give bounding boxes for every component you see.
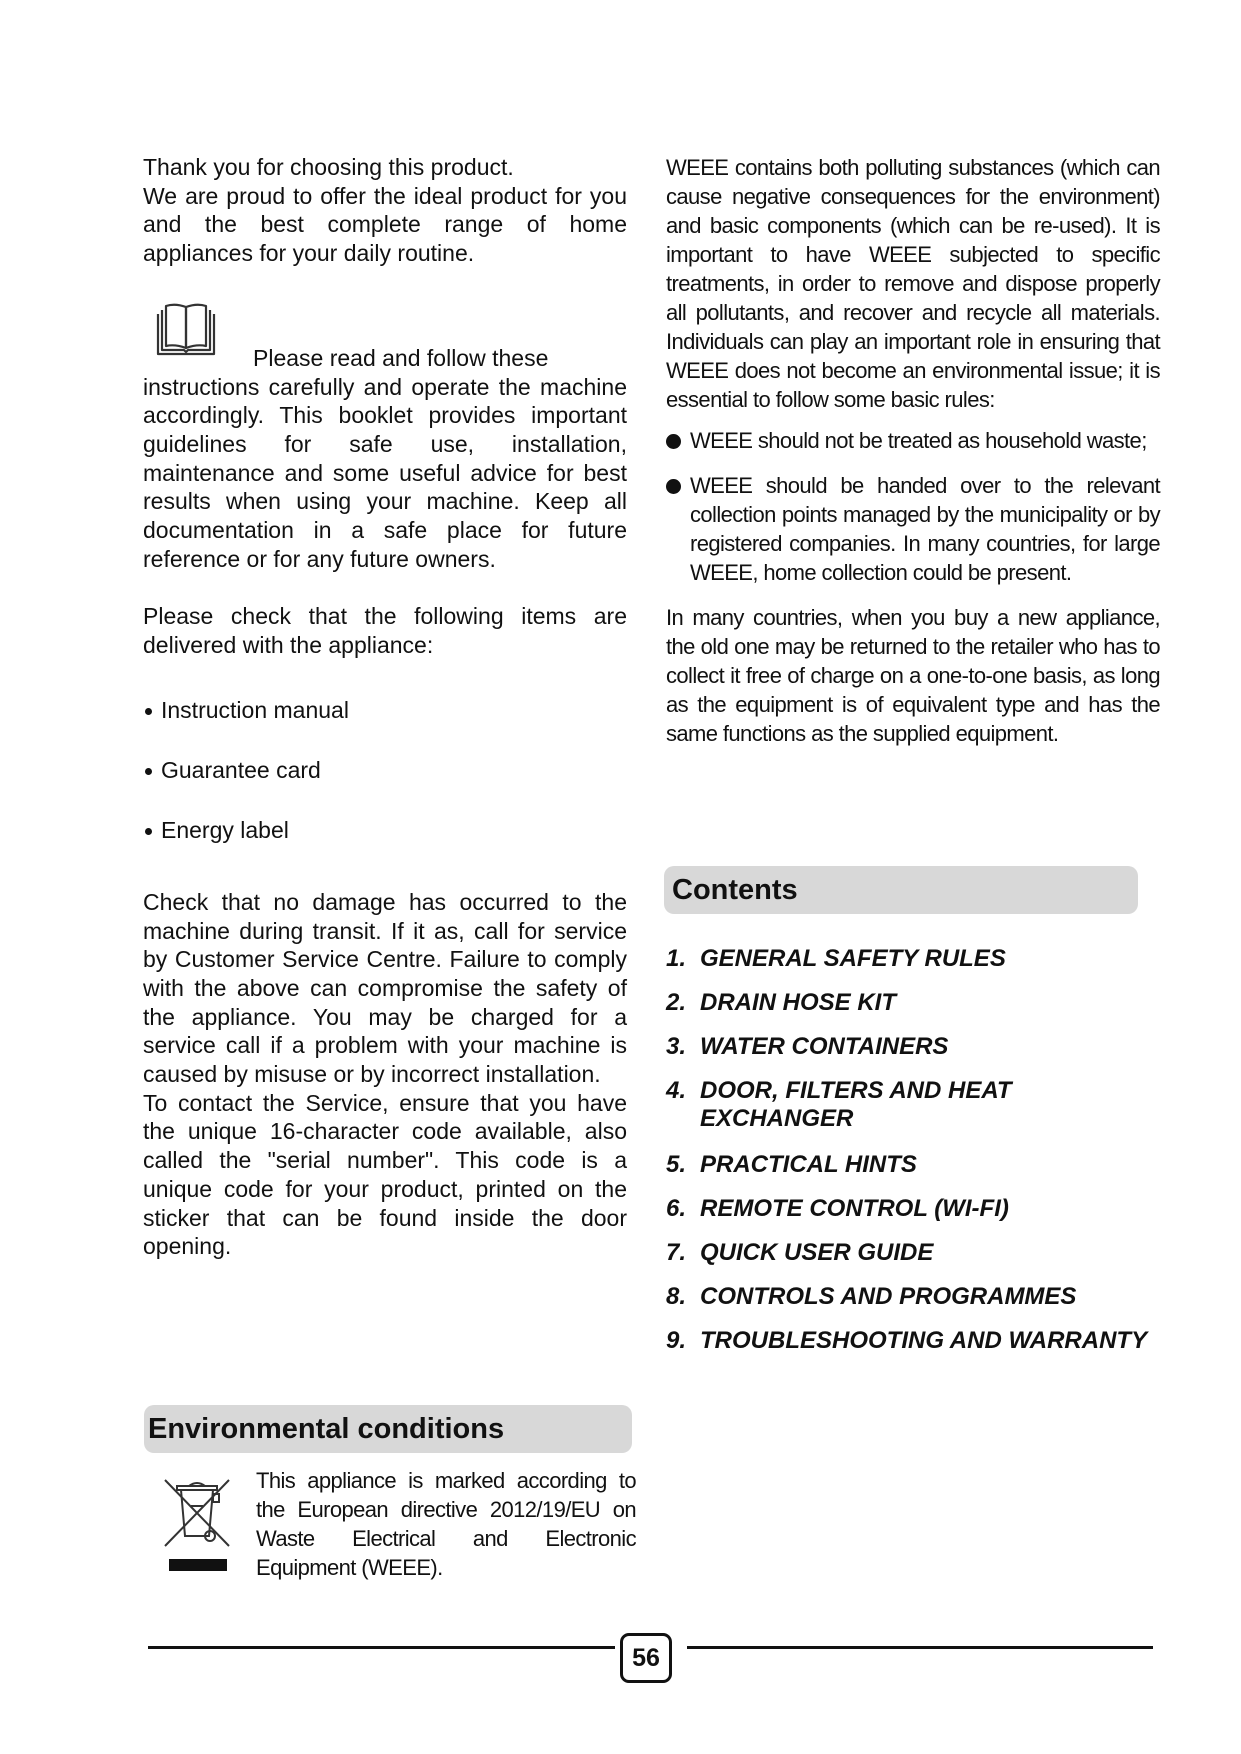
footer-rule-right xyxy=(687,1646,1153,1649)
toc-number: 8. xyxy=(666,1283,687,1310)
toc-number: 1. xyxy=(666,945,687,972)
crossed-out-wheelie-bin-icon xyxy=(163,1476,233,1584)
intro-thanks: Thank you for choosing this product. xyxy=(143,154,514,180)
read-instructions-lead: Please read and follow these xyxy=(253,344,549,371)
toc-item[interactable] xyxy=(666,1239,1166,1267)
list-item xyxy=(143,696,627,724)
open-book-icon xyxy=(155,300,217,358)
list-item-label: Energy label xyxy=(161,816,289,843)
read-instructions-body: instructions carefully and operate the machine accordingly. This booklet provides important guidelines for safe use, installation, maintenance and some useful advice for best results when using your machine. Keep all documentation in a safe place for future reference or for any future owners. xyxy=(143,373,627,572)
toc-title: GENERAL SAFETY RULES xyxy=(700,945,1006,972)
toc-number: 7. xyxy=(666,1239,687,1266)
list-item xyxy=(666,426,1160,455)
list-item-label: Instruction manual xyxy=(161,696,349,723)
list-item-label: Guarantee card xyxy=(161,756,321,783)
bullet-icon xyxy=(666,479,681,494)
toc-title: PRACTICAL HINTS xyxy=(700,1151,917,1178)
bullet-icon xyxy=(145,708,152,715)
damage-paragraph: Check that no damage has occurred to the machine during transit. If it as, call for service by Customer Service Centre. Failure to comply with the above can compromise the safety of the appliance. You may be charged for a service call if a problem with your machine is caused by misuse or by incorrect installation. xyxy=(143,888,627,1088)
toc-title: REMOTE CONTROL (WI-FI) xyxy=(700,1195,1009,1222)
toc-title: QUICK USER GUIDE xyxy=(700,1239,934,1266)
weee-rules-list xyxy=(666,426,1160,587)
page-number: 56 xyxy=(620,1633,672,1683)
toc-title: DOOR, FILTERS AND HEAT EXCHANGER xyxy=(700,1077,1012,1132)
toc-item[interactable] xyxy=(666,1033,1166,1061)
intro-block xyxy=(143,153,627,268)
footer-rule-left xyxy=(148,1646,615,1649)
toc-number: 4. xyxy=(666,1077,687,1104)
bullet-icon xyxy=(145,828,152,835)
toc-number: 2. xyxy=(666,989,687,1016)
toc-number: 9. xyxy=(666,1327,687,1354)
delivered-items-list xyxy=(143,696,627,844)
rule-text: WEEE should be handed over to the relevant collection points managed by the municipality or by registered companies. In many countries, for large WEEE, home collection could be present. xyxy=(690,473,1160,585)
toc-item[interactable] xyxy=(666,1077,1060,1133)
left-column xyxy=(143,153,627,1261)
toc-title: CONTROLS AND PROGRAMMES xyxy=(700,1283,1077,1310)
toc-item[interactable] xyxy=(666,1283,1166,1311)
environmental-text: This appliance is marked according to the European directive 2012/19/EU on Waste Electrical and Electronic Equipment (WEEE). xyxy=(256,1468,636,1580)
list-item xyxy=(666,471,1160,587)
list-item xyxy=(143,756,627,784)
check-items-intro: Please check that the following items are delivered with the appliance: xyxy=(143,603,627,659)
toc-item[interactable] xyxy=(666,1151,1166,1179)
bullet-icon xyxy=(666,434,681,449)
contents-heading: Contents xyxy=(664,866,1138,914)
rule-text: WEEE should not be treated as household waste; xyxy=(690,428,1147,453)
toc-item[interactable] xyxy=(666,989,1166,1017)
environmental-heading: Environmental conditions xyxy=(144,1405,632,1453)
toc-title: TROUBLESHOOTING AND WARRANTY xyxy=(700,1327,1148,1354)
weee-paragraph: WEEE contains both polluting substances (which can cause negative consequences for the environment) and basic components (which can be re-used). It is important to have WEEE subjected to specific treatments, in order to remove and dispose properly all pollutants, and recover and recycle all materials. Individuals can play an important role in ensuring that WEEE does not become an environmental issue; it is essential to follow some basic rules: xyxy=(666,155,1160,412)
toc-number: 6. xyxy=(666,1195,687,1222)
toc-number: 3. xyxy=(666,1033,687,1060)
toc-item[interactable] xyxy=(666,945,1166,973)
table-of-contents xyxy=(666,945,1166,1371)
right-column xyxy=(666,153,1160,748)
list-item xyxy=(143,816,627,844)
bullet-icon xyxy=(145,768,152,775)
read-instructions-block xyxy=(143,302,627,574)
toc-title: WATER CONTAINERS xyxy=(700,1033,949,1060)
intro-proud: We are proud to offer the ideal product for you and the best complete range of home appliances for your daily routine. xyxy=(143,182,627,267)
return-paragraph: In many countries, when you buy a new appliance, the old one may be returned to the retailer who has to collect it free of charge on a one-to-one basis, as long as the equipment is of equivalent type and has the same functions as the supplied equipment. xyxy=(666,605,1160,746)
toc-number: 5. xyxy=(666,1151,687,1178)
toc-item[interactable] xyxy=(666,1195,1166,1223)
toc-item[interactable] xyxy=(666,1327,1166,1355)
toc-title: DRAIN HOSE KIT xyxy=(700,989,897,1016)
contact-paragraph: To contact the Service, ensure that you have the unique 16-character code available, also called the "serial number". This code is a unique code for your product, printed on the sticker that can be found inside the door opening. xyxy=(143,1089,627,1260)
